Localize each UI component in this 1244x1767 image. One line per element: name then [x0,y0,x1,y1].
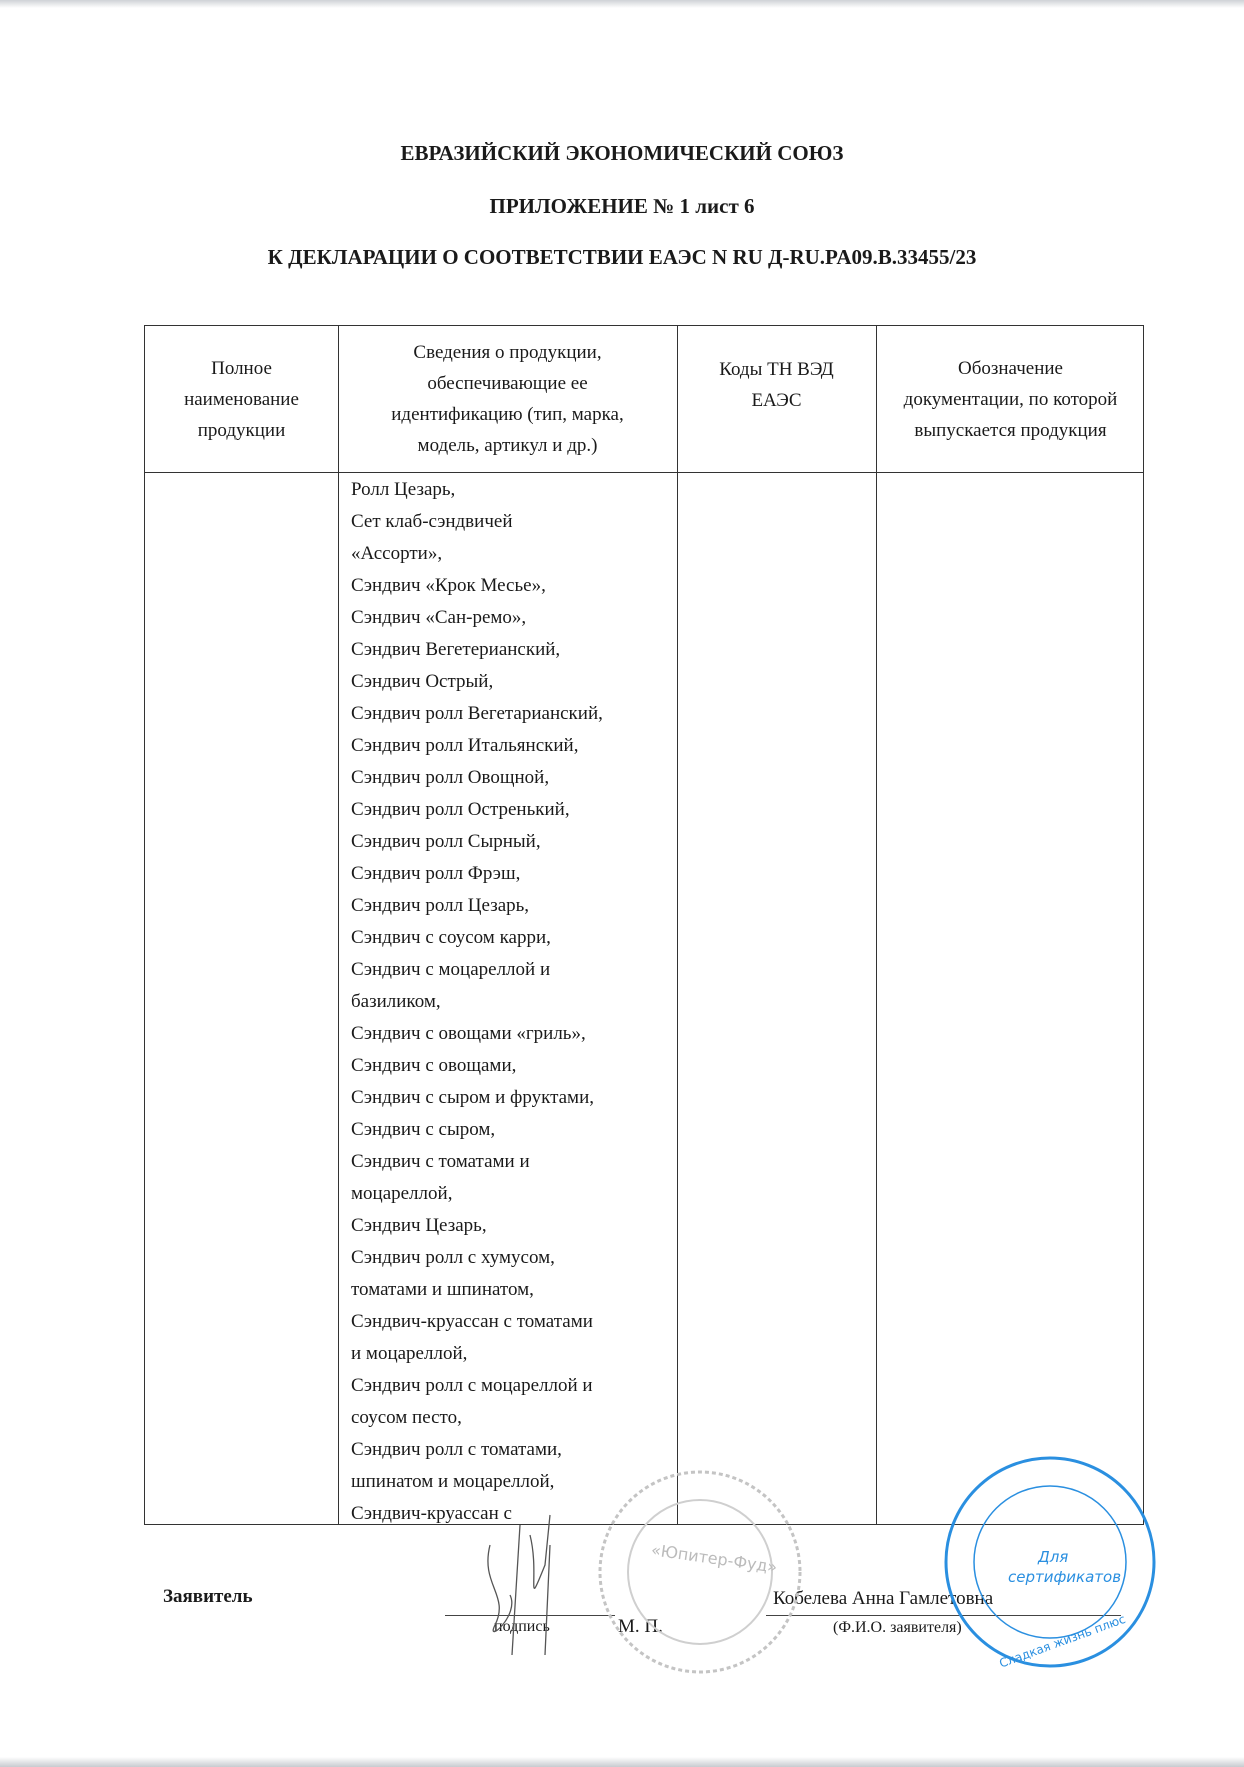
product-line: Сэндвич Вегетерианский, [351,639,561,660]
product-line: Сэндвич Острый, [351,671,494,692]
seal-caption: М. П. [618,1616,663,1637]
svg-text:Для: Для [1038,1548,1069,1566]
declaration-title: К ДЕКЛАРАЦИИ О СООТВЕТСТВИИ ЕАЭС N RU Д-RU.PA09.B.33455/23 [267,245,977,269]
svg-text:сертификатов: сертификатов [1008,1568,1122,1586]
product-list [351,474,681,1530]
product-line: Сэндвич ролл Овощной, [351,767,550,788]
product-line: Сэндвич с сыром, [351,1119,496,1140]
product-line: Сэндвич с томатами и [351,1151,530,1172]
product-line: соусом песто, [351,1407,462,1428]
grey-company-seal [590,1462,810,1682]
column-divider [876,326,877,1524]
product-line: «Ассорти», [351,543,443,564]
product-line: Сэндвич с овощами, [351,1055,517,1076]
product-line: Сэндвич ролл Сырный, [351,831,541,852]
product-line: Сэндвич-круассан с томатами [351,1311,593,1332]
column-header-identification: Сведения о продукции, обеспечивающие ее идентификацию (тип, марка, модель, артикул и др.) [391,342,624,456]
products-table [144,325,1144,1525]
product-line: Сэндвич ролл Фрэш, [351,863,521,884]
product-line: Ролл Цезарь, [351,479,456,500]
svg-text:«Юпитер-Фуд»: «Юпитер-Фуд» [649,1540,779,1577]
document-union-title: ЕВРАЗИЙСКИЙ ЭКОНОМИЧЕСКИЙ СОЮЗ [400,141,844,165]
svg-text:Сладкая жизнь плюс: Сладкая жизнь плюс [997,1611,1128,1671]
product-line: Сэндвич ролл с томатами, [351,1439,562,1460]
signature-caption: подпись [494,1618,550,1635]
product-line: Сэндвич ролл Итальянский, [351,735,579,756]
name-caption: (Ф.И.О. заявителя) [833,1619,962,1636]
product-line: Сэндвич с овощами «гриль», [351,1023,586,1044]
column-header-name: Полное наименование продукции [184,357,299,441]
product-line: Сэндвич ролл Вегетарианский, [351,703,603,724]
product-line: и моцареллой, [351,1343,468,1364]
product-line: Сэндвич с сыром и фруктами, [351,1087,595,1108]
column-header-documentation: Обозначение документации, по которой выпускается продукция [903,357,1118,441]
scan-top-edge [0,0,1244,8]
product-line: Сэндвич-круассан с [351,1503,512,1524]
product-line: томатами и шпинатом, [351,1279,534,1300]
column-divider [338,326,339,1524]
product-line: Сэндвич ролл Цезарь, [351,895,530,916]
product-line: Сэндвич ролл Остренький, [351,799,570,820]
product-line: базиликом, [351,991,441,1012]
signature [450,1505,600,1665]
column-header-codes: Коды ТН ВЭД ЕАЭС [719,359,834,411]
product-line: Сэндвич Цезарь, [351,1215,487,1236]
product-line: моцареллой, [351,1183,453,1204]
product-line: Сэндвич с соусом карри, [351,927,551,948]
blue-certificate-stamp [938,1450,1163,1675]
product-line: Сэндвич ролл с хумусом, [351,1247,555,1268]
applicant-label: Заявитель [163,1586,253,1607]
product-line: шпинатом и моцареллой, [351,1471,555,1492]
scan-bottom-edge [0,1757,1244,1767]
product-line: Сэндвич «Сан-ремо», [351,607,527,628]
appendix-title: ПРИЛОЖЕНИЕ № 1 лист 6 [489,194,755,218]
applicant-name: Кобелева Анна Гамлетовна [773,1588,994,1609]
product-line: Сэндвич с моцареллой и [351,959,551,980]
product-line: Сет клаб-сэндвичей [351,511,513,532]
product-line: Сэндвич «Крок Месье», [351,575,546,596]
header-divider [145,472,1143,473]
product-line: Сэндвич ролл с моцареллой и [351,1375,593,1396]
